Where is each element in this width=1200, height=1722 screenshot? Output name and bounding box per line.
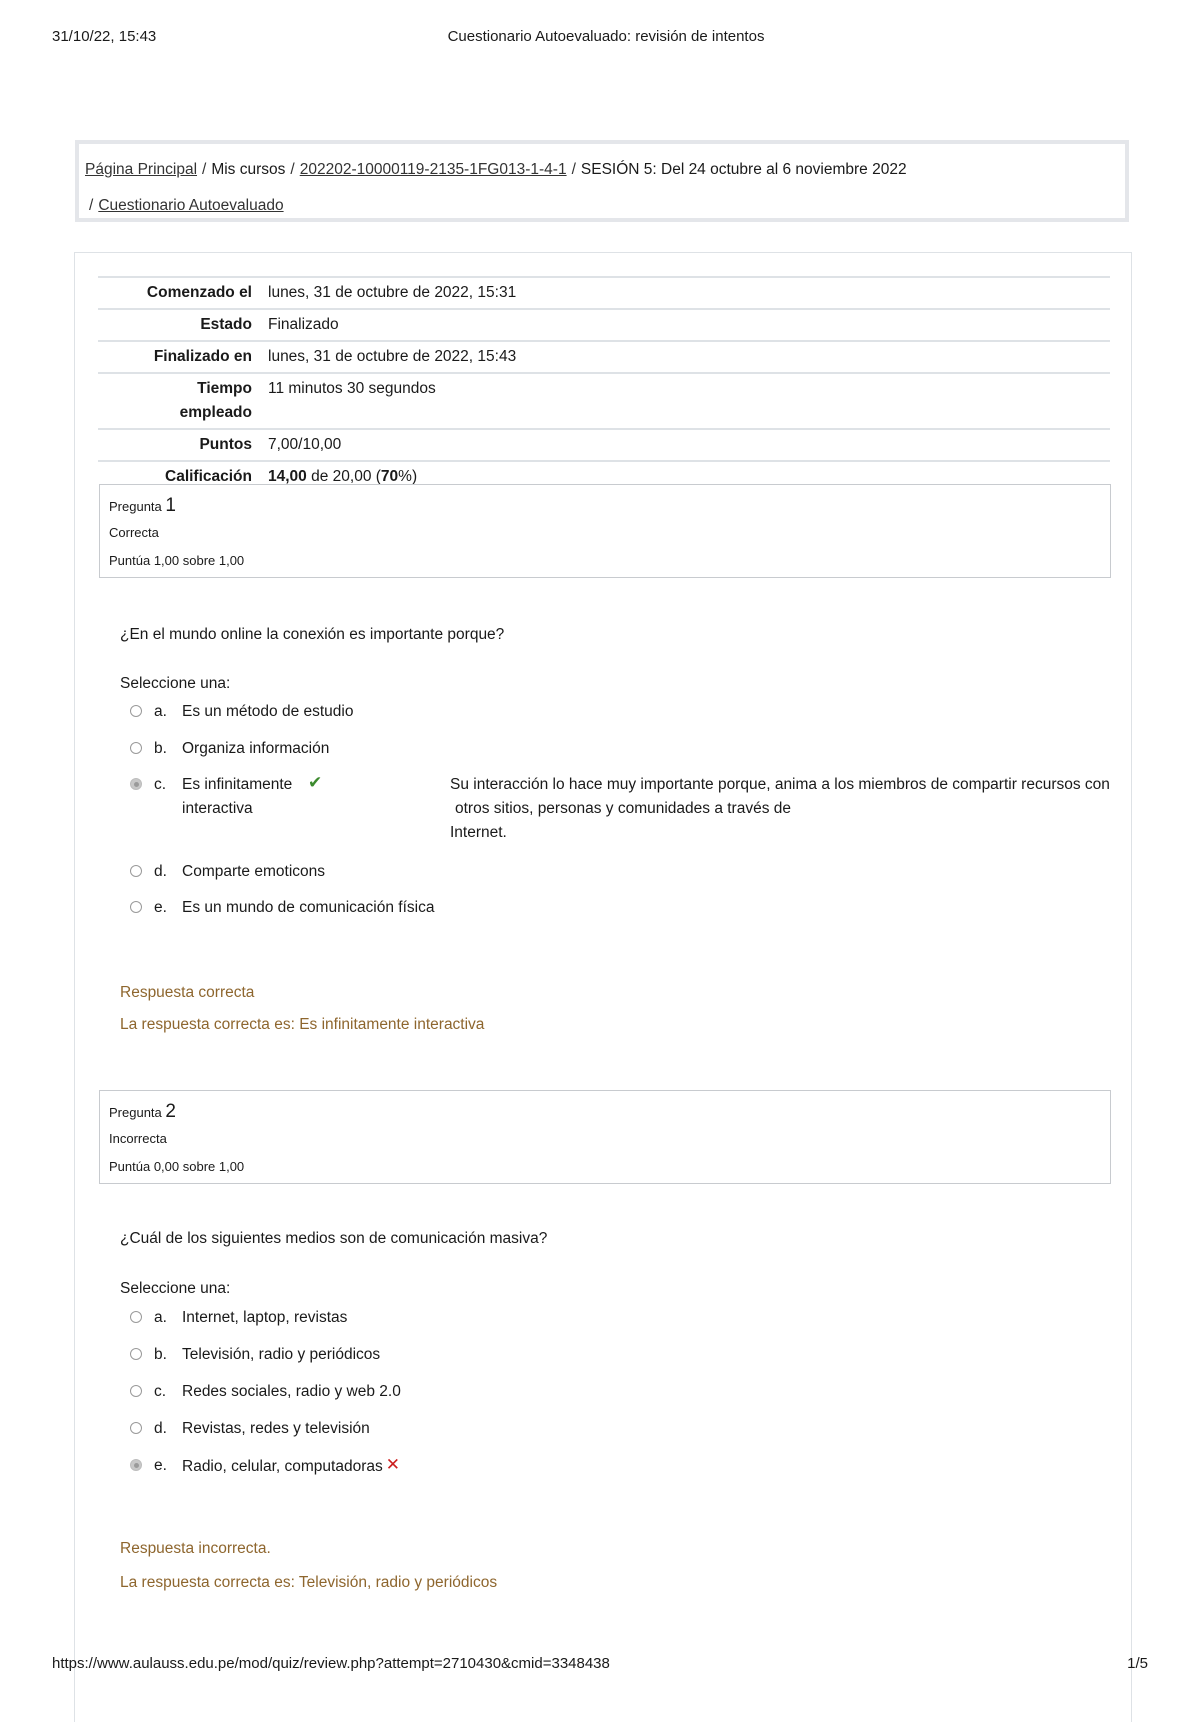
breadcrumb-home-link[interactable]: Página Principal	[85, 161, 198, 178]
summary-label: Estado	[98, 309, 262, 341]
radio-button[interactable]	[130, 1311, 142, 1323]
feedback-line: Su interacción lo hace muy importante porque, anima a los miembros de compartir recursos con	[450, 776, 1110, 793]
radio-button[interactable]	[130, 742, 142, 754]
summary-label: Finalizado en	[98, 341, 262, 373]
print-date: 31/10/22, 15:43	[52, 28, 157, 45]
breadcrumb-separator: /	[290, 161, 295, 178]
option-text: Revistas, redes y televisión	[182, 1420, 370, 1437]
option-text-line: Es infinitamente	[182, 776, 293, 793]
option-text	[182, 1454, 400, 1479]
option-letter: b.	[154, 1346, 167, 1363]
question-text: ¿Cuál de los siguientes medios son de comunicación masiva?	[120, 1230, 548, 1247]
option-letter: b.	[154, 740, 167, 757]
question-text: ¿En el mundo online la conexión es importante porque?	[120, 626, 505, 643]
print-url: https://www.aulauss.edu.pe/mod/quiz/review.php?attempt=2710430&cmid=3348438	[52, 1655, 610, 1672]
radio-button[interactable]	[130, 1422, 142, 1434]
summary-value: lunes, 31 de octubre de 2022, 15:43	[262, 341, 1110, 373]
summary-row-time	[98, 373, 1110, 429]
option-letter: e.	[154, 899, 167, 916]
breadcrumb-separator: /	[89, 197, 94, 214]
option-text: Redes sociales, radio y web 2.0	[182, 1383, 401, 1400]
summary-label: Puntos	[98, 429, 262, 461]
option-letter: c.	[154, 776, 167, 793]
print-page-number: 1/5	[1127, 1655, 1148, 1672]
option-text: Es un mundo de comunicación física	[182, 899, 435, 916]
question-state: Incorrecta	[109, 1131, 167, 1146]
radio-button[interactable]	[130, 1385, 142, 1397]
print-title: Cuestionario Autoevaluado: revisión de intentos	[447, 28, 765, 45]
answer-outcome: Respuesta incorrecta.	[120, 1540, 271, 1557]
feedback-line: otros sitios, personas y comunidades a través de	[455, 800, 792, 817]
breadcrumb-course-link[interactable]: 202202-10000119-2135-1FG013-1-4-1	[299, 161, 567, 178]
grade-end: %)	[398, 468, 418, 485]
summary-label: Calificación	[98, 461, 262, 492]
option-letter: c.	[154, 1383, 167, 1400]
grade-percent: 70	[380, 468, 399, 485]
right-answer: La respuesta correcta es: Es infinitamente interactiva	[120, 1016, 485, 1033]
breadcrumb-separator: /	[571, 161, 576, 178]
question-number	[109, 1099, 1101, 1125]
attempt-summary-table	[98, 276, 1110, 492]
breadcrumb-session: SESIÓN 5: Del 24 octubre al 6 noviembre 2022	[580, 161, 907, 178]
question-state: Correcta	[109, 525, 159, 540]
option-text: Comparte emoticons	[182, 863, 326, 880]
option-letter: d.	[154, 1420, 167, 1437]
question-info-1	[99, 484, 1111, 578]
option-text: Televisión, radio y periódicos	[182, 1346, 381, 1363]
option-text-value: Radio, celular, computadoras	[182, 1458, 383, 1475]
question-grade: Puntúa 1,00 sobre 1,00	[109, 553, 245, 568]
summary-value: 11 minutos 30 segundos	[262, 373, 1110, 429]
answer-option-selected[interactable]	[130, 1454, 530, 1478]
option-letter: e.	[154, 1457, 167, 1474]
breadcrumb-separator: /	[202, 161, 207, 178]
breadcrumb-quiz-link[interactable]: Cuestionario Autoevaluado	[98, 197, 284, 214]
print-footer	[52, 1655, 1148, 1675]
summary-value: Finalizado	[262, 309, 1110, 341]
print-header	[52, 28, 1160, 48]
question-number	[109, 493, 1101, 519]
radio-button-checked[interactable]	[130, 1459, 142, 1471]
breadcrumb-my-courses: Mis cursos	[211, 161, 286, 178]
summary-row-points	[98, 429, 1110, 461]
option-letter: d.	[154, 863, 167, 880]
summary-label: Comenzado el	[98, 277, 262, 309]
question-info-2	[99, 1090, 1111, 1184]
cross-icon: ✕	[385, 1455, 401, 1474]
answer-outcome: Respuesta correcta	[120, 984, 255, 1001]
answer-prompt: Seleccione una:	[120, 1280, 231, 1297]
radio-button[interactable]	[130, 705, 142, 717]
summary-value: 7,00/10,00	[262, 429, 1110, 461]
option-text: Organiza información	[182, 740, 330, 757]
feedback-line: Internet.	[450, 824, 507, 841]
radio-button[interactable]	[130, 865, 142, 877]
summary-row-finished	[98, 341, 1110, 373]
summary-row-state	[98, 309, 1110, 341]
option-feedback	[450, 773, 1170, 845]
option-letter: a.	[154, 703, 167, 720]
option-text: Internet, laptop, revistas	[182, 1309, 348, 1326]
check-icon: ✔	[308, 773, 323, 792]
summary-row-started	[98, 277, 1110, 309]
right-answer: La respuesta correcta es: Televisión, radio y periódicos	[120, 1574, 498, 1591]
summary-label-line: Tiempo	[197, 380, 252, 397]
grade-score: 14,00	[268, 468, 307, 485]
option-text-line: interactiva	[182, 800, 253, 817]
question-label: Pregunta	[109, 499, 162, 514]
option-text: Es un método de estudio	[182, 703, 354, 720]
summary-label-line: empleado	[179, 404, 252, 421]
summary-label	[98, 373, 262, 429]
question-number-value: 1	[165, 495, 176, 516]
answer-prompt: Seleccione una:	[120, 675, 231, 692]
radio-button[interactable]	[130, 1348, 142, 1360]
radio-button-checked[interactable]	[130, 778, 142, 790]
grade-mid: de 20,00 (	[306, 468, 381, 485]
radio-button[interactable]	[130, 901, 142, 913]
breadcrumb	[75, 140, 1129, 222]
summary-value: lunes, 31 de octubre de 2022, 15:31	[262, 277, 1110, 309]
option-letter: a.	[154, 1309, 167, 1326]
question-number-value: 2	[165, 1101, 176, 1122]
question-label: Pregunta	[109, 1105, 162, 1120]
option-text	[182, 773, 292, 821]
question-grade: Puntúa 0,00 sobre 1,00	[109, 1159, 245, 1174]
